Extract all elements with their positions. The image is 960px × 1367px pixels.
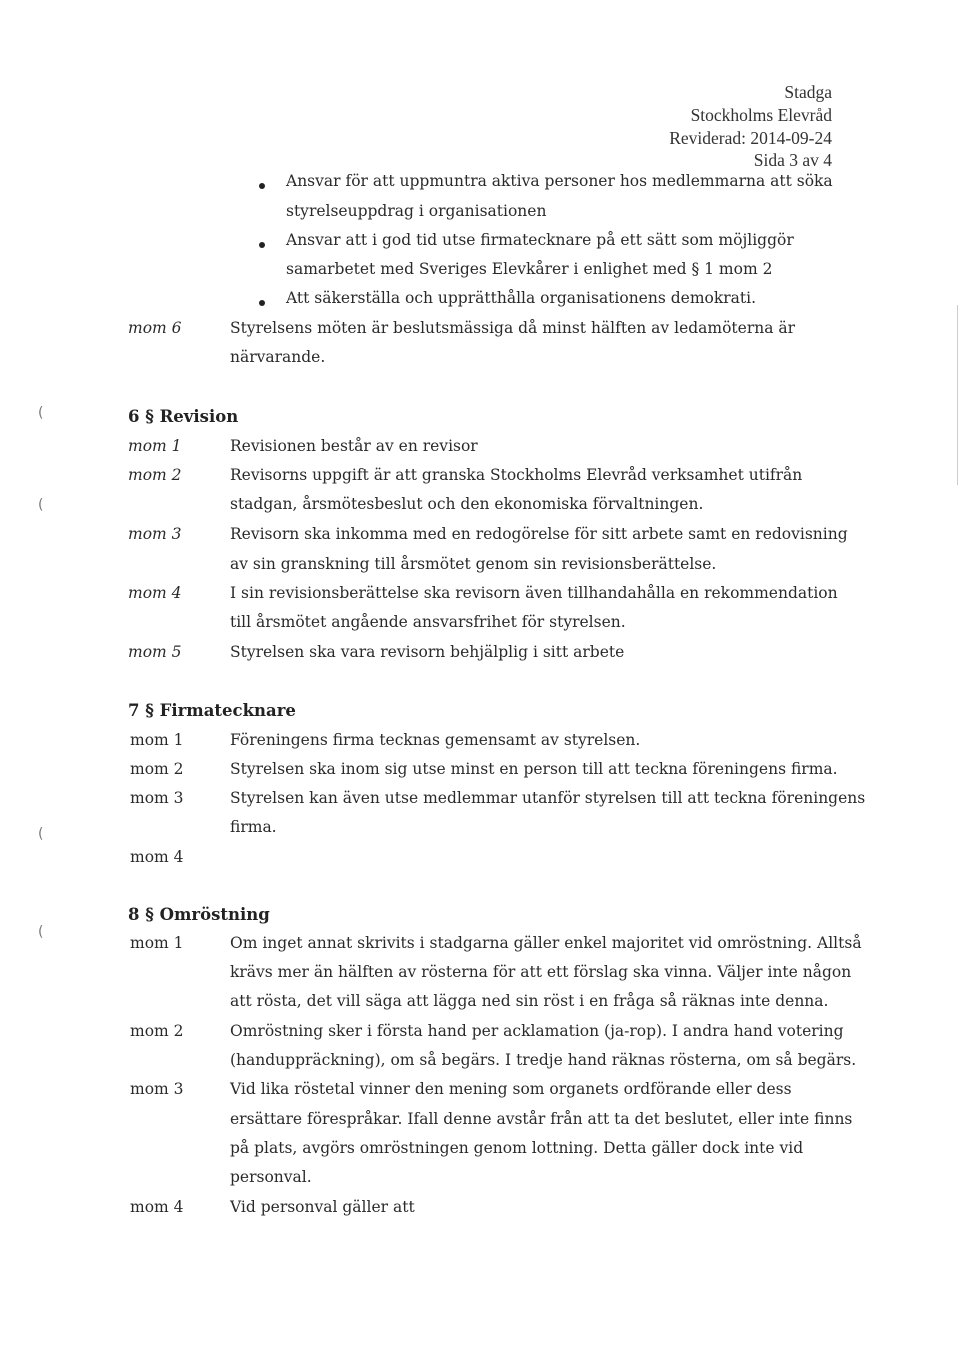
paragraph-line: Styrelsens möten är beslutsmässiga då minst hälften av ledamöterna är: [230, 319, 796, 337]
bullet-icon: [259, 242, 265, 248]
scan-edge-line: [957, 305, 958, 485]
revision-date: Reviderad: 2014-09-24: [669, 128, 832, 148]
mom-label: mom 2: [128, 466, 182, 484]
margin-mark: (: [38, 826, 44, 842]
paragraph-line: på plats, avgörs omröstningen genom lottning. Detta gäller dock inte vid: [230, 1139, 804, 1157]
paragraph-line: Vid lika röstetal vinner den mening som organets ordförande eller dess: [230, 1080, 792, 1098]
mom-label: mom 4: [128, 584, 182, 602]
bullet-line: Ansvar att i god tid utse firmatecknare på ett sätt som möjliggör: [286, 231, 794, 249]
mom-label: mom 6: [128, 319, 182, 337]
bullet-icon: [259, 300, 265, 306]
paragraph-line: att rösta, det vill säga att lägga ned sin röst i en fråga så räknas inte denna.: [230, 992, 829, 1010]
paragraph-line: Styrelsen ska inom sig utse minst en person till att teckna föreningens firma.: [230, 760, 838, 778]
bullet-line: Att säkerställa och upprätthålla organisationens demokrati.: [286, 289, 757, 307]
paragraph-line: personval.: [230, 1168, 312, 1186]
paragraph-line: krävs mer än hälften av rösterna för att ett förslag ska vinna. Väljer inte någon: [230, 963, 852, 981]
bullet-icon: [259, 183, 265, 189]
bullet-line: Ansvar för att uppmuntra aktiva personer hos medlemmarna att söka: [286, 172, 833, 190]
mom-label: mom 4: [130, 848, 184, 866]
paragraph-line: Föreningens firma tecknas gemensamt av styrelsen.: [230, 731, 641, 749]
mom-label: mom 3: [130, 789, 184, 807]
mom-label: mom 5: [128, 643, 182, 661]
paragraph-line: firma.: [230, 818, 277, 836]
document-type: Stadga: [784, 82, 832, 102]
section-heading-firmatecknare: 7 § Firmatecknare: [128, 701, 296, 720]
paragraph-line: Styrelsen ska vara revisorn behjälplig i sitt arbete: [230, 643, 625, 661]
section-heading-omrostning: 8 § Omröstning: [128, 905, 270, 924]
paragraph-line: Revisionen består av en revisor: [230, 437, 478, 455]
mom-label: mom 1: [130, 731, 184, 749]
paragraph-line: Revisorns uppgift är att granska Stockholms Elevråd verksamhet utifrån: [230, 466, 803, 484]
paragraph-line: Omröstning sker i första hand per acklamation (ja-rop). I andra hand votering: [230, 1022, 844, 1040]
paragraph-line: I sin revisionsberättelse ska revisorn även tillhandahålla en rekommendation: [230, 584, 838, 602]
margin-mark: (: [38, 405, 44, 421]
paragraph-line: närvarande.: [230, 348, 326, 366]
organization-name: Stockholms Elevråd: [690, 105, 832, 125]
mom-label: mom 3: [130, 1080, 184, 1098]
bullet-line: styrelseuppdrag i organisationen: [286, 202, 547, 220]
paragraph-line: Revisorn ska inkomma med en redogörelse för sitt arbete samt en redovisning: [230, 525, 848, 543]
margin-mark: (: [38, 924, 44, 940]
paragraph-line: (handuppräckning), om så begärs. I tredje hand räknas rösterna, om så begärs.: [230, 1051, 857, 1069]
paragraph-line: Om inget annat skrivits i stadgarna gäller enkel majoritet vid omröstning. Alltså: [230, 934, 862, 952]
bullet-line: samarbetet med Sveriges Elevkårer i enlighet med § 1 mom 2: [286, 260, 773, 278]
paragraph-line: stadgan, årsmötesbeslut och den ekonomiska förvaltningen.: [230, 495, 704, 513]
mom-label: mom 3: [128, 525, 182, 543]
margin-mark: (: [38, 497, 44, 513]
mom-label: mom 1: [128, 437, 182, 455]
paragraph-line: Vid personval gäller att: [230, 1198, 415, 1216]
mom-label: mom 4: [130, 1198, 184, 1216]
paragraph-line: till årsmötet angående ansvarsfrihet för styrelsen.: [230, 613, 626, 631]
paragraph-line: av sin granskning till årsmötet genom sin revisionsberättelse.: [230, 555, 717, 573]
paragraph-line: Styrelsen kan även utse medlemmar utanför styrelsen till att teckna föreningens: [230, 789, 866, 807]
paragraph-line: ersättare förespråkar. Ifall denne avstår från att ta det beslutet, eller inte finns: [230, 1110, 853, 1128]
mom-label: mom 2: [130, 760, 184, 778]
page-number: Sida 3 av 4: [753, 150, 832, 170]
section-heading-revision: 6 § Revision: [128, 407, 239, 426]
mom-label: mom 2: [130, 1022, 184, 1040]
mom-label: mom 1: [130, 934, 184, 952]
